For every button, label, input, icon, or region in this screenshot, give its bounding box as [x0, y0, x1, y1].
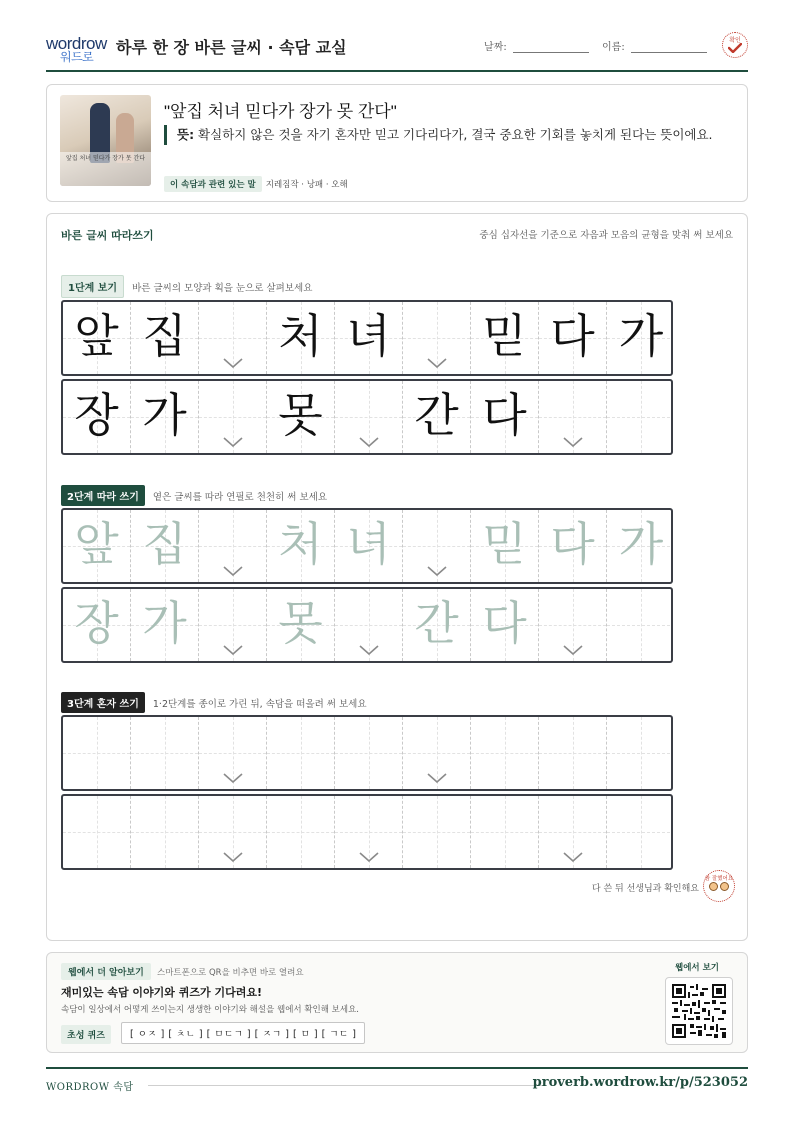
practice-character: 집 — [142, 309, 187, 363]
writing-cell[interactable] — [471, 717, 539, 789]
space-mark-icon — [223, 773, 243, 783]
practice-character: 간 — [414, 388, 459, 442]
writing-cell — [199, 381, 267, 453]
writing-cell[interactable] — [63, 589, 131, 661]
step-3-line-1[interactable] — [61, 715, 673, 791]
chosung-quiz: [ ㅇㅈ ] [ ㅊㄴ ] [ ㅁㄷㄱ ] [ ㅈㄱ ] [ ㅁ ] [ ㄱㄷ ] — [121, 1022, 365, 1044]
space-mark-icon — [359, 437, 379, 447]
name-label: 이름: — [602, 42, 625, 53]
space-mark-icon — [427, 566, 447, 576]
qr-code[interactable] — [665, 977, 733, 1045]
step-3-desc: 1·2단계를 종이로 가린 뒤, 속담을 떠올려 써 보세요 — [152, 698, 367, 710]
checkmark-icon — [728, 43, 742, 53]
writing-cell[interactable] — [335, 717, 403, 789]
writing-cell[interactable] — [267, 717, 335, 789]
writing-cell — [63, 302, 131, 374]
step-2-header — [61, 485, 327, 506]
writing-cell[interactable] — [131, 510, 199, 582]
writing-cell[interactable] — [199, 510, 267, 582]
web-promo-card — [46, 952, 748, 1053]
space-mark-icon — [223, 645, 243, 655]
step-1-desc: 바른 글씨의 모양과 획을 눈으로 살펴보세요 — [132, 282, 313, 294]
space-mark-icon — [223, 566, 243, 576]
practice-character: 집 — [142, 517, 187, 571]
space-mark-icon — [563, 645, 583, 655]
step-3-line-2[interactable] — [61, 794, 673, 870]
practice-character: 가 — [618, 517, 664, 571]
date-line[interactable] — [513, 43, 589, 53]
date-field[interactable] — [484, 38, 589, 53]
meaning-text: 확실하지 않은 것을 자기 혼자만 믿고 기다리다가, 결국 중요한 기회를 놓치게 된다는 뜻이에요. — [194, 127, 713, 142]
writing-cell[interactable] — [63, 717, 131, 789]
practice-character: 가 — [142, 388, 187, 442]
space-mark-icon — [563, 437, 583, 447]
child-face-icon — [709, 882, 718, 891]
step-1-label: 1단계 보기 — [61, 275, 124, 298]
writing-cell — [267, 381, 335, 453]
practice-hint: 중심 십자선을 기준으로 자음과 모음의 균형을 맞춰 써 보세요 — [479, 230, 733, 241]
page-title: 하루 한 장 바른 글씨 · 속담 교실 — [116, 38, 347, 57]
stamp-top-text: 확인 — [729, 37, 741, 44]
writing-cell — [335, 302, 403, 374]
practice-character: 다 — [550, 517, 595, 571]
meaning-label: 뜻: — [177, 127, 195, 142]
writing-cell — [335, 381, 403, 453]
step-2-line-1[interactable] — [61, 508, 673, 584]
proverb-meaning — [164, 125, 739, 145]
writing-cell[interactable] — [607, 589, 673, 661]
writing-cell[interactable] — [607, 510, 673, 582]
practice-character: 다 — [482, 388, 527, 442]
writing-cell — [471, 302, 539, 374]
writing-cell[interactable] — [607, 796, 673, 868]
writing-cell[interactable] — [539, 796, 607, 868]
writing-cell — [607, 381, 673, 453]
step-1-line-1 — [61, 300, 673, 376]
writing-cell[interactable] — [267, 510, 335, 582]
page-footer — [46, 1067, 748, 1095]
proverb-intro-card — [46, 84, 748, 202]
web-description: 속담이 일상에서 어떻게 쓰이는지 생생한 이야기와 해설을 웹에서 확인해 보세요. — [61, 1005, 359, 1015]
related-words — [164, 176, 348, 192]
web-tag-hint: 스마트폰으로 QR을 비추면 바로 열려요 — [157, 968, 304, 978]
writing-cell — [539, 302, 607, 374]
good-job-stamp-text: 참 잘했어요 — [704, 876, 734, 882]
practice-character: 간 — [414, 596, 459, 650]
writing-cell — [199, 302, 267, 374]
step-1-line-2 — [61, 379, 673, 455]
writing-cell[interactable] — [199, 717, 267, 789]
writing-cell[interactable] — [63, 510, 131, 582]
writing-cell[interactable] — [403, 589, 471, 661]
writing-cell — [267, 302, 335, 374]
child-face-icon — [720, 882, 729, 891]
practice-title: 바른 글씨 따라쓰기 — [61, 229, 154, 242]
writing-cell — [131, 381, 199, 453]
practice-character: 처 — [278, 309, 323, 363]
space-mark-icon — [563, 852, 583, 862]
related-words-text: 지레짐작 · 낭패 · 오해 — [265, 180, 348, 190]
writing-cell — [403, 302, 471, 374]
writing-cell[interactable] — [267, 796, 335, 868]
practice-character: 녀 — [346, 309, 391, 363]
space-mark-icon — [223, 852, 243, 862]
writing-cell[interactable] — [539, 589, 607, 661]
illustration-caption: 앞집 처녀 믿다가 장가 못 간다 — [60, 152, 151, 186]
writing-cell[interactable] — [539, 717, 607, 789]
writing-cell[interactable] — [131, 796, 199, 868]
writing-cell[interactable] — [131, 717, 199, 789]
step-3-header — [61, 692, 367, 713]
practice-character: 믿 — [482, 309, 527, 363]
writing-cell — [63, 381, 131, 453]
footer-divider — [148, 1085, 544, 1086]
proverb-title: "앞집 처녀 믿다가 장가 못 간다" — [164, 102, 397, 121]
writing-cell[interactable] — [539, 510, 607, 582]
step-2-line-2[interactable] — [61, 587, 673, 663]
good-job-stamp-icon — [703, 870, 735, 902]
practice-character: 녀 — [346, 517, 391, 571]
writing-cell[interactable] — [267, 589, 335, 661]
writing-cell[interactable] — [403, 796, 471, 868]
step-3-label: 3단계 혼자 쓰기 — [61, 692, 145, 713]
space-mark-icon — [223, 437, 243, 447]
writing-cell[interactable] — [63, 796, 131, 868]
practice-character: 다 — [482, 596, 527, 650]
space-mark-icon — [359, 645, 379, 655]
writing-cell[interactable] — [471, 589, 539, 661]
practice-character: 장 — [74, 596, 119, 650]
footer-url-link[interactable]: proverb.wordrow.kr/p/523052 — [532, 1075, 748, 1090]
writing-cell[interactable] — [471, 796, 539, 868]
practice-character: 장 — [74, 388, 119, 442]
writing-cell[interactable] — [403, 717, 471, 789]
writing-cell[interactable] — [131, 589, 199, 661]
writing-cell[interactable] — [335, 510, 403, 582]
related-label: 이 속담과 관련 있는 말 — [164, 176, 262, 192]
practice-character: 처 — [278, 517, 323, 571]
writing-cell — [131, 302, 199, 374]
chosung-quiz-label: 초성 퀴즈 — [61, 1025, 111, 1044]
practice-character: 다 — [550, 309, 595, 363]
check-stamp-icon — [722, 32, 748, 58]
page-header — [46, 28, 748, 72]
practice-character: 못 — [278, 596, 323, 650]
writing-cell[interactable] — [335, 589, 403, 661]
writing-cell[interactable] — [403, 510, 471, 582]
web-tag: 웹에서 더 알아보기 — [61, 963, 151, 980]
step-2-label: 2단계 따라 쓰기 — [61, 485, 145, 506]
writing-cell — [403, 381, 471, 453]
step-2-desc: 옅은 글씨를 따라 연필로 천천히 써 보세요 — [152, 491, 328, 503]
writing-cell — [539, 381, 607, 453]
writing-cell — [607, 302, 673, 374]
web-headline: 재미있는 속담 이야기와 퀴즈가 기다려요! — [61, 986, 262, 999]
proverb-illustration — [60, 95, 151, 186]
writing-cell — [471, 381, 539, 453]
writing-cell[interactable] — [471, 510, 539, 582]
logo-main-text: wordrow — [46, 34, 107, 53]
date-label: 날짜: — [484, 42, 507, 53]
name-line[interactable] — [631, 43, 707, 53]
logo-sub-text: 워드로 — [60, 50, 94, 64]
writing-cell[interactable] — [335, 796, 403, 868]
writing-practice-card — [46, 213, 748, 941]
wordrow-logo — [46, 34, 107, 64]
practice-character: 가 — [142, 596, 187, 650]
step-1-header — [61, 275, 312, 298]
space-mark-icon — [427, 773, 447, 783]
practice-character: 가 — [618, 309, 664, 363]
name-field[interactable] — [602, 38, 707, 53]
practice-character: 앞 — [74, 309, 119, 363]
space-mark-icon — [359, 852, 379, 862]
qr-code-icon — [672, 984, 726, 1038]
writing-cell[interactable] — [607, 717, 673, 789]
qr-title: 웹에서 보기 — [674, 963, 719, 973]
practice-character: 믿 — [482, 517, 527, 571]
practice-character: 앞 — [74, 517, 119, 571]
teacher-check-note: 다 쓴 뒤 선생님과 확인해요 — [591, 884, 699, 894]
space-mark-icon — [223, 358, 243, 368]
space-mark-icon — [427, 358, 447, 368]
practice-character: 못 — [278, 388, 323, 442]
writing-cell[interactable] — [199, 796, 267, 868]
footer-brand: WORDROW 속담 — [46, 1082, 134, 1093]
writing-cell[interactable] — [199, 589, 267, 661]
